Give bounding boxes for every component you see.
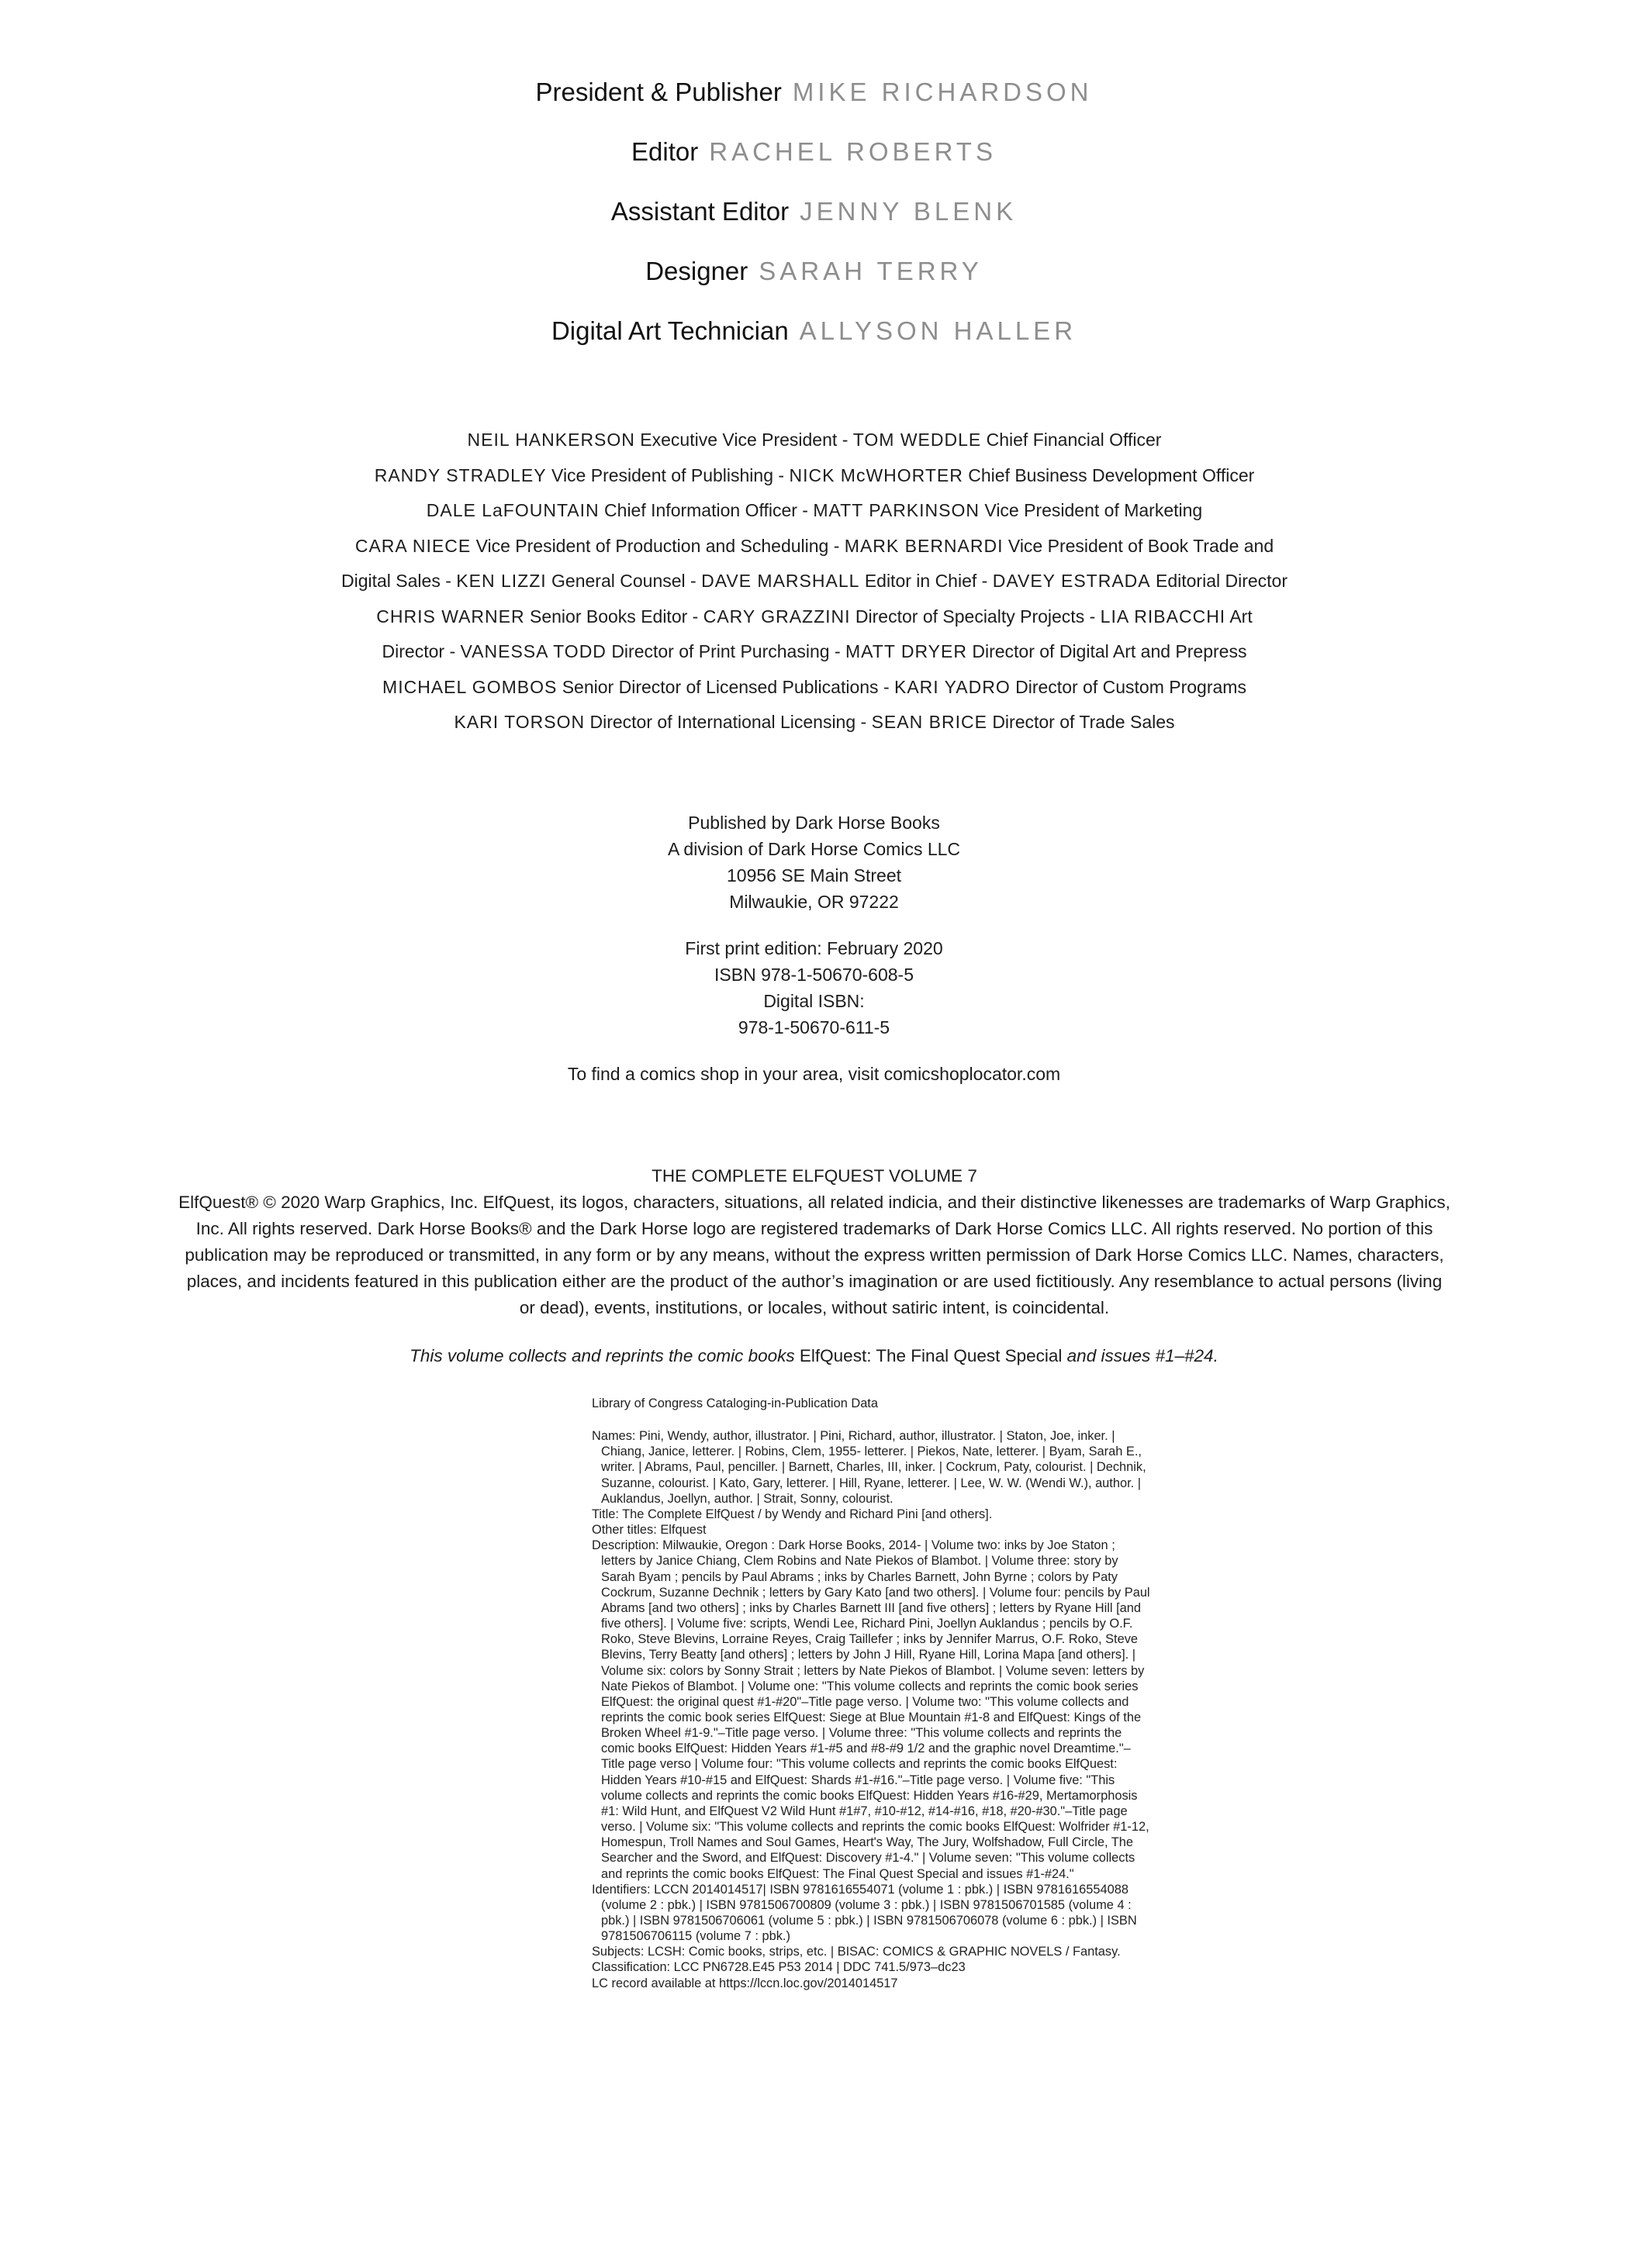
cip-other-titles: Other titles: Elfquest — [592, 1523, 707, 1538]
digital-isbn-value: 978-1-50670-611-5 — [738, 1017, 890, 1037]
address-line: Published by Dark Horse Books — [688, 813, 940, 833]
separator: - — [692, 606, 699, 627]
executive-title: Vice President of Marketing — [984, 500, 1203, 520]
credit-line — [0, 310, 1628, 370]
credit-name: SARAH TERRY — [759, 257, 983, 285]
executive-name: NEIL HANKERSON — [467, 430, 635, 450]
executive-line — [310, 564, 1319, 599]
address-line: A division of Dark Horse Comics LLC — [667, 839, 961, 859]
credit-role: Digital Art Technician — [551, 316, 789, 345]
executive-name: CARY GRAZZINI — [703, 606, 851, 627]
separator: - — [981, 571, 988, 591]
executive-name: MARK BERNARDI — [844, 535, 1004, 556]
executive-title: Vice President of Book Trade and — [1008, 535, 1274, 556]
legal-notice — [178, 1163, 1450, 1321]
executive-line — [310, 670, 1319, 706]
separator: - — [1089, 606, 1096, 627]
credit-role: Designer — [645, 257, 748, 285]
separator: - — [690, 571, 696, 591]
cip-identifiers: Identifiers: LCCN 2014014517| ISBN 9781616554071 (volume 1 : pbk.) | ISBN 9781616554088 (volume 2 : pbk.) | ISBN 9781506700809 (volume 3 : pbk.) | ISBN 9781506701585 (volume 4 : pbk.) | ISBN 9781506706061 (volume 5 : pbk.) | ISBN 9781506706078 (volume 6 : pbk.) | ISBN 9781506706115 (volume 7 : pbk.) — [592, 1882, 1137, 1944]
executive-title: Director of Custom Programs — [1015, 676, 1246, 697]
executive-line — [310, 634, 1319, 670]
cip-classification: Classification: LCC PN6728.E45 P53 2014 | DDC 741.5/973–dc23 — [592, 1960, 966, 1975]
executive-name: MATT DRYER — [845, 641, 967, 661]
cip-names: Names: Pini, Wendy, author, illustrator. | Pini, Richard, author, illustrator. | Staton, Joe, inker. | Chiang, Janice, letterer. | Robins, Clem, 1955- letterer. | Piekos, Nate, letterer. | Byam, Sarah E., writer. | Abrams, Paul, penciller. | Barnett, Charles, III, inker. | Cockrum, Paty, colourist. | Dechnik, Suzanne, colourist. | Kato, Gary, letterer. | Hill, Ryane, letterer. | Lee, W. W. (Wendi W.), author. | Auklandus, Joellyn, author. | Strait, Sonny, colourist. — [592, 1429, 1146, 1506]
executive-name: DALE LaFOUNTAIN — [426, 500, 600, 520]
executive-title: Vice President of Publishing — [551, 464, 773, 485]
executive-name: MICHAEL GOMBOS — [382, 676, 558, 697]
cip-heading: Library of Congress Cataloging-in-Publication Data — [592, 1396, 878, 1410]
cataloging-data — [592, 1396, 1150, 1991]
cip-title: Title: The Complete ElfQuest / by Wendy and Richard Pini [and others]. — [592, 1507, 993, 1521]
executive-list — [310, 423, 1319, 740]
executive-name: RANDY STRADLEY — [374, 464, 547, 485]
executive-line — [310, 705, 1319, 740]
executive-title: Chief Business Development Officer — [968, 464, 1255, 485]
separator: - — [802, 500, 808, 520]
executive-name: KARI YADRO — [894, 676, 1011, 697]
credit-name: MIKE RICHARDSON — [792, 78, 1093, 106]
executive-title: Chief Information Officer — [604, 500, 797, 520]
staff-credits — [0, 71, 1628, 370]
executive-title: Editor in Chief — [864, 571, 977, 591]
executive-name: LIA RIBACCHI — [1100, 606, 1226, 627]
executive-name: KARI TORSON — [454, 712, 586, 732]
executive-name: VANESSA TODD — [460, 641, 607, 661]
executive-name: MATT PARKINSON — [813, 500, 980, 520]
executive-title: Chief Financial Officer — [986, 430, 1162, 450]
digital-isbn-label: Digital ISBN: — [763, 991, 865, 1011]
credit-role: Editor — [631, 137, 699, 166]
credit-line — [0, 250, 1628, 310]
executive-title: Director of Print Purchasing — [611, 641, 830, 661]
edition-line: First print edition: February 2020 — [685, 938, 943, 958]
executive-title: Executive Vice President — [640, 430, 838, 450]
publisher-info — [0, 810, 1628, 1087]
separator: - — [449, 641, 456, 661]
separator: - — [883, 676, 890, 697]
cip-description: Description: Milwaukie, Oregon : Dark Horse Books, 2014- | Volume two: inks by Joe Staton ; letters by Janice Chiang, Clem Robins and Nate Piekos of Blambot. | Volume three: story by Sarah Byam ; pencils by Paul Abrams ; inks by Charles Barnett, John Byrne ; colors by Paty Cockrum, Suzanne Dechnik ; letters by Gary Kato [and two others]. | Volume four: pencils by Paul Abrams [and two others] ; inks by Charles Barnett III [and five others] ; letters by Ryane Hill [and five others]. | Volume five: scripts, Wendi Lee, Richard Pini, Joellyn Auklandus ; pencils by O.F. Roko, Steve Blevins, Lorraine Reyes, Craig Taillefer ; inks by Jennifer Marrus, O.F. Roko, Steve Blevins, Terry Beatty [and others] ; letters by John J Hill, Ryane Hill, Lorina Mapa [and others]. | Volume six: colors by Sonny Strait ; letters by Nate Piekos of Blambot. | Volume seven: letters by Nate Piekos of Blambot. | Volume one: "This volume collects and reprints the comic book series ElfQuest: the original quest #1-#20"–Title page verso. | Volume two: "This volume collects and reprints the comic book series ElfQuest: Siege at Blue Mountain #1-8 and ElfQuest: Kings of the Broken Wheel #1-9."–Title page verso. | Volume three: "This volume collects and reprints the comic books ElfQuest: Hidden Years #1-#5 and #8-#9 1/2 and the graphic novel Dreamtime."–Title page verso | Volume four: "This volume collects and reprints the comic books ElfQuest: Hidden Years #10-#15 and ElfQuest: Shards #1-#16."–Title page verso. | Volume five: "This volume collects and reprints the comic books ElfQuest: Hidden Years #16-#29, Mertamorphosis #1: Wild Hunt, and ElfQuest V2 Wild Hunt #1#7, #10-#12, #14-#16, #18, #20-#30."–Title page verso. | Volume six: "This volume collects and reprints the comic books ElfQuest: Wolfrider #1-12, Homespun, Troll Names and Soul Games, Heart's Way, The Jury, Wolfshadow, Full Circle, The Searcher and the Sword, and ElfQuest: Discovery #1-4." | Volume seven: "This volume collects and reprints the comic books ElfQuest: The Final Quest Special and issues #1-#24." — [592, 1538, 1150, 1881]
executive-name: CARA NIECE — [354, 535, 472, 556]
executive-title: Art — [1229, 606, 1253, 627]
executive-name: CHRIS WARNER — [376, 606, 525, 627]
executive-name: TOM WEDDLE — [852, 430, 982, 450]
credit-name: ALLYSON HALLER — [799, 316, 1077, 345]
address-line: 10956 SE Main Street — [726, 865, 902, 885]
executive-title: Director — [382, 641, 445, 661]
isbn-line: ISBN 978-1-50670-608-5 — [714, 965, 914, 985]
executive-title: Digital Sales — [341, 571, 441, 591]
credit-line — [0, 71, 1628, 131]
credit-name: JENNY BLENK — [800, 197, 1018, 226]
executive-line — [310, 458, 1319, 494]
collects-text-1: This volume collects and reprints the comic books — [410, 1346, 795, 1365]
separator: - — [833, 535, 840, 556]
executive-title: Senior Director of Licensed Publications — [562, 676, 879, 697]
executive-line — [310, 423, 1319, 458]
executive-name: SEAN BRICE — [871, 712, 987, 732]
executive-title: Director of Digital Art and Prepress — [972, 641, 1247, 661]
executive-name: NICK McWHORTER — [789, 464, 963, 485]
collects-title: ElfQuest: The Final Quest Special — [799, 1346, 1063, 1365]
cip-subjects: Subjects: LCSH: Comic books, strips, etc. | BISAC: COMICS & GRAPHIC NOVELS / Fantasy. — [592, 1945, 1121, 1959]
executive-title: Director of Trade Sales — [992, 712, 1175, 732]
separator: - — [445, 571, 451, 591]
separator: - — [834, 641, 841, 661]
executive-title: Director of International Licensing — [589, 712, 856, 732]
book-title: THE COMPLETE ELFQUEST VOLUME 7 — [652, 1166, 977, 1186]
executive-title: Director of Specialty Projects — [855, 606, 1085, 627]
spacer — [0, 1041, 1628, 1061]
credit-role: Assistant Editor — [610, 197, 790, 226]
executive-title: Senior Books Editor — [530, 606, 688, 627]
executive-title: General Counsel — [551, 571, 686, 591]
executive-line — [310, 493, 1319, 529]
separator: - — [778, 464, 785, 485]
credit-line — [0, 131, 1628, 191]
separator: - — [842, 430, 849, 450]
collects-text-2: and issues #1–#24. — [1066, 1346, 1218, 1365]
cip-lc-record: LC record available at https://lccn.loc.gov/2014014517 — [592, 1976, 898, 1990]
address-line: Milwaukie, OR 97222 — [729, 892, 899, 912]
credit-name: RACHEL ROBERTS — [709, 137, 997, 166]
credit-line — [0, 191, 1628, 250]
executive-line — [310, 529, 1319, 564]
executive-line — [310, 599, 1319, 635]
executive-title: Editorial Director — [1156, 571, 1288, 591]
legal-text: ElfQuest® © 2020 Warp Graphics, Inc. ElfQuest, its logos, characters, situations, all related indicia, and their distinctive likenesses are trademarks of Warp Graphics, Inc. All rights reserved. Dark Horse Books® and the Dark Horse logo are registered trademarks of Dark Horse Comics LLC. All rights reserved. No portion of this publication may be reproduced or transmitted, in any form or by any means, without the express written permission of Dark Horse Comics LLC. Names, characters, places, and incidents featured in this publication either are the product of the author’s imagination or are used fictitiously. Any resemblance to actual persons (living or dead), events, institutions, or locales, without satiric intent, is coincidental. — [178, 1193, 1450, 1317]
spacer — [0, 915, 1628, 935]
executive-name: DAVEY ESTRADA — [992, 571, 1151, 591]
comic-shop-note: To find a comics shop in your area, visit comicshoplocator.com — [567, 1064, 1061, 1084]
collects-note — [0, 1343, 1628, 1369]
executive-title: Vice President of Production and Scheduling — [475, 535, 829, 556]
executive-name: KEN LIZZI — [456, 571, 547, 591]
credit-role: President & Publisher — [535, 78, 782, 106]
separator: - — [860, 712, 867, 732]
executive-name: DAVE MARSHALL — [701, 571, 860, 591]
